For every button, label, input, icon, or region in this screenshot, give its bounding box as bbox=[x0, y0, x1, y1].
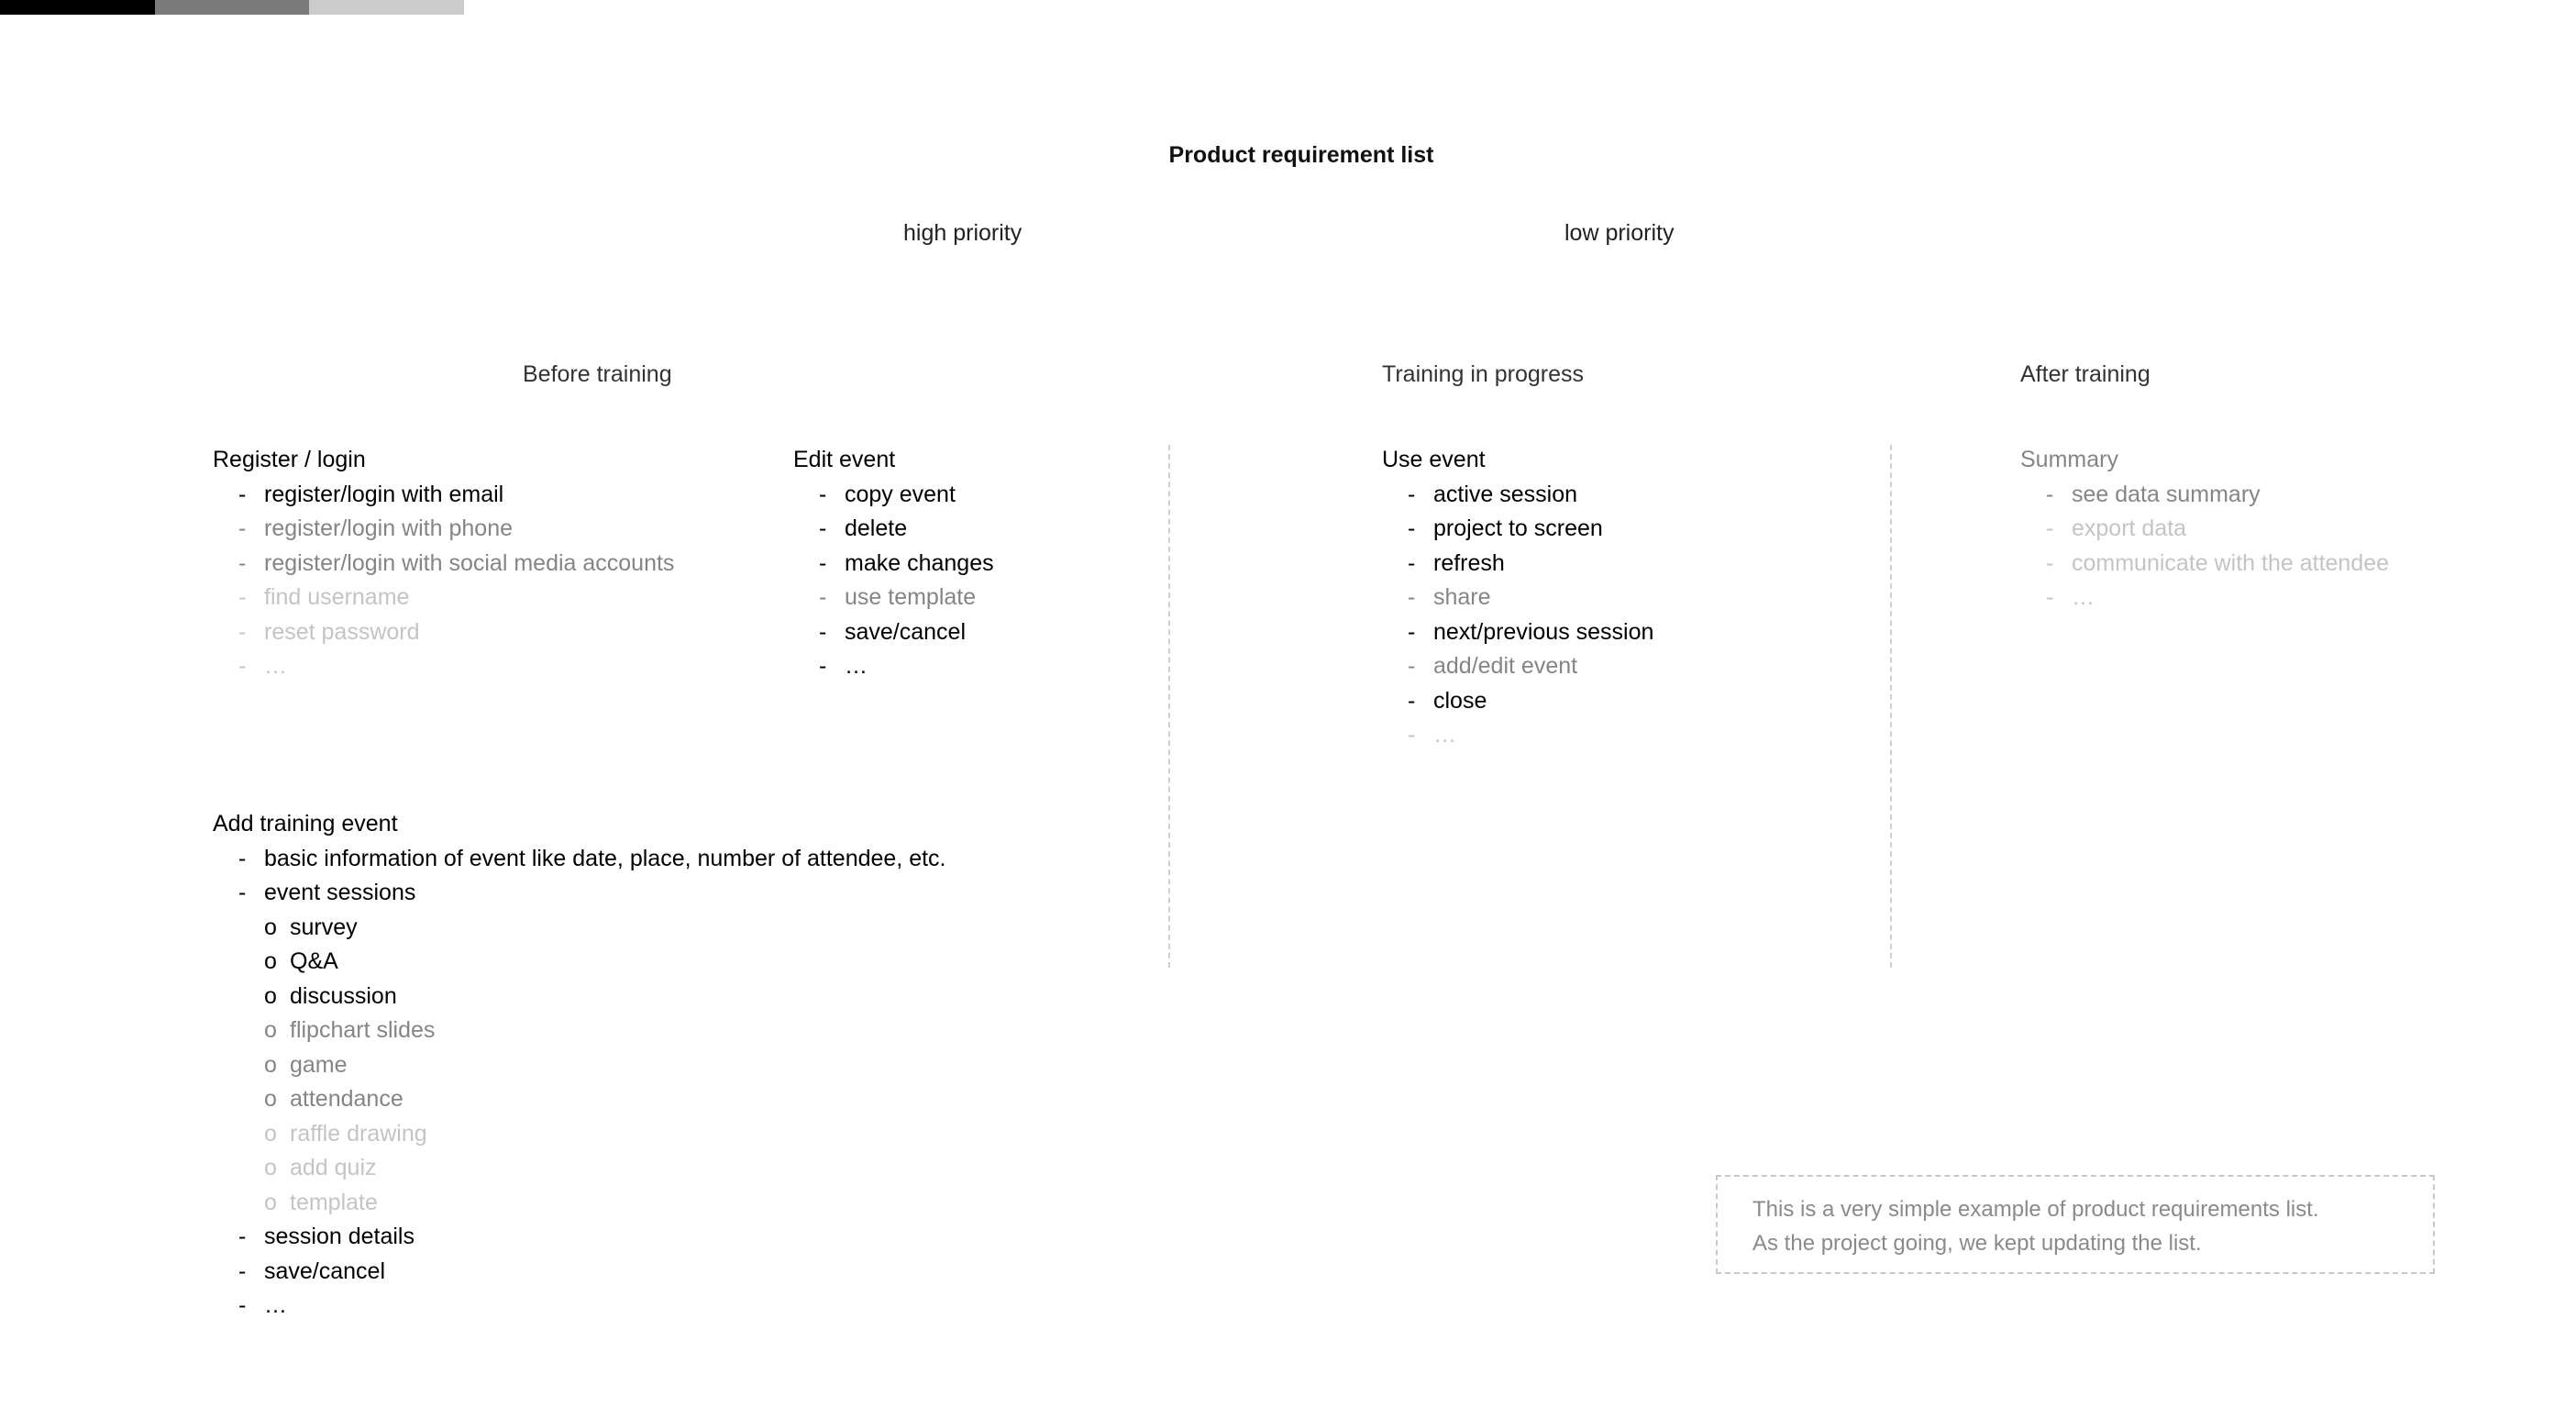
requirement-item bbox=[1382, 478, 1653, 513]
requirement-item bbox=[213, 649, 674, 684]
column-divider-1 bbox=[1168, 445, 1170, 968]
page-title: Product requirement list bbox=[1168, 142, 1434, 168]
requirement-item bbox=[2020, 581, 2389, 615]
requirement-item bbox=[213, 615, 674, 650]
group-title: Edit event bbox=[793, 447, 896, 472]
group-summary bbox=[2020, 443, 2389, 615]
requirement-text: find username bbox=[264, 584, 410, 610]
group-title: Use event bbox=[1382, 447, 1486, 472]
priority-legend-bar bbox=[0, 0, 464, 15]
dash-bullet-icon: - bbox=[238, 845, 247, 871]
dash-bullet-icon: - bbox=[238, 618, 247, 645]
column-heading-training-in-progress: Training in progress bbox=[1382, 361, 1585, 387]
requirement-item bbox=[1382, 718, 1653, 753]
circle-bullet-icon: o bbox=[264, 1155, 277, 1180]
requirement-item bbox=[213, 547, 674, 582]
circle-bullet-icon: o bbox=[264, 914, 277, 940]
sub-requirement-item bbox=[213, 1082, 946, 1117]
legend-high-swatch bbox=[0, 0, 155, 15]
requirement-item bbox=[213, 1220, 946, 1255]
requirement-item bbox=[213, 1255, 946, 1290]
sub-requirement-item bbox=[213, 911, 946, 946]
requirement-text: register/login with social media accounts bbox=[264, 549, 675, 576]
requirement-item bbox=[213, 876, 946, 911]
dash-bullet-icon: - bbox=[2046, 515, 2054, 541]
requirement-item bbox=[213, 512, 674, 547]
requirement-item bbox=[2020, 478, 2389, 513]
requirement-text: communicate with the attendee bbox=[2072, 549, 2390, 576]
requirement-text: make changes bbox=[845, 549, 994, 576]
requirement-text: refresh bbox=[1433, 549, 1505, 576]
legend-medium-swatch bbox=[155, 0, 310, 15]
requirement-text: register/login with phone bbox=[264, 515, 513, 541]
sub-requirement-text: add quiz bbox=[290, 1155, 377, 1180]
dash-bullet-icon: - bbox=[819, 481, 827, 507]
requirement-text: save/cancel bbox=[264, 1257, 386, 1284]
legend-low-label: low priority bbox=[1564, 220, 1675, 246]
circle-bullet-icon: o bbox=[264, 982, 277, 1009]
requirement-item bbox=[2020, 512, 2389, 547]
requirement-text: … bbox=[1433, 722, 1456, 748]
dash-bullet-icon: - bbox=[819, 653, 827, 679]
circle-bullet-icon: o bbox=[264, 1017, 277, 1043]
requirement-item bbox=[213, 1289, 946, 1324]
requirement-item bbox=[793, 615, 994, 650]
circle-bullet-icon: o bbox=[264, 948, 277, 974]
dash-bullet-icon: - bbox=[238, 584, 247, 610]
column-divider-2 bbox=[1890, 445, 1892, 968]
dash-bullet-icon: - bbox=[2046, 549, 2054, 576]
requirement-item bbox=[793, 512, 994, 547]
requirement-text: add/edit event bbox=[1433, 653, 1578, 679]
sub-requirement-text: discussion bbox=[290, 982, 397, 1009]
dash-bullet-icon: - bbox=[238, 1224, 247, 1249]
circle-bullet-icon: o bbox=[264, 1086, 277, 1112]
dash-bullet-icon: - bbox=[238, 1257, 247, 1284]
sub-requirement-item bbox=[213, 1117, 946, 1152]
requirement-item bbox=[1382, 547, 1653, 582]
requirement-item bbox=[1382, 615, 1653, 650]
sub-requirement-text: flipchart slides bbox=[290, 1017, 436, 1043]
dash-bullet-icon: - bbox=[1408, 618, 1416, 645]
requirement-text: basic information of event like date, place, number of attendee, etc. bbox=[264, 845, 946, 871]
dash-bullet-icon: - bbox=[2046, 481, 2054, 507]
sub-requirement-text: survey bbox=[290, 914, 358, 940]
group-title: Add training event bbox=[213, 811, 398, 836]
requirement-item bbox=[213, 581, 674, 615]
requirement-text: export data bbox=[2072, 515, 2187, 541]
note-line-2: As the project going, we kept updating the list. bbox=[1752, 1231, 2202, 1256]
sub-requirement-item bbox=[213, 945, 946, 980]
sub-requirement-item bbox=[213, 1186, 946, 1221]
requirement-text: delete bbox=[845, 515, 908, 541]
dash-bullet-icon: - bbox=[1408, 549, 1416, 576]
requirement-text: register/login with email bbox=[264, 481, 504, 507]
group-use-event bbox=[1382, 443, 1653, 753]
requirement-text: … bbox=[2072, 584, 2095, 610]
sub-requirement-text: attendance bbox=[290, 1086, 404, 1112]
dash-bullet-icon: - bbox=[819, 584, 827, 610]
requirement-item bbox=[793, 581, 994, 615]
note-box bbox=[1716, 1175, 2435, 1274]
requirement-item bbox=[1382, 684, 1653, 719]
dash-bullet-icon: - bbox=[1408, 515, 1416, 541]
note-line-1: This is a very simple example of product requirements list. bbox=[1752, 1197, 2319, 1222]
requirement-item bbox=[1382, 649, 1653, 684]
requirement-text: share bbox=[1433, 584, 1491, 610]
requirement-text: … bbox=[264, 1292, 287, 1318]
requirement-text: event sessions bbox=[264, 880, 416, 905]
group-add-training-event bbox=[213, 807, 946, 1324]
dash-bullet-icon: - bbox=[238, 1292, 247, 1318]
requirement-text: reset password bbox=[264, 618, 420, 645]
requirement-text: session details bbox=[264, 1224, 415, 1249]
group-title: Summary bbox=[2020, 447, 2118, 472]
sub-requirement-item bbox=[213, 980, 946, 1014]
column-heading-before-training: Before training bbox=[523, 361, 672, 387]
requirement-text: use template bbox=[845, 584, 977, 610]
requirement-item bbox=[793, 478, 994, 513]
dash-bullet-icon: - bbox=[1408, 722, 1416, 748]
requirement-text: close bbox=[1433, 687, 1487, 714]
dash-bullet-icon: - bbox=[1408, 653, 1416, 679]
dash-bullet-icon: - bbox=[238, 880, 247, 905]
dash-bullet-icon: - bbox=[2046, 584, 2054, 610]
group-title: Register / login bbox=[213, 447, 366, 472]
sub-requirement-item bbox=[213, 1014, 946, 1048]
requirement-item bbox=[793, 547, 994, 582]
requirement-text: save/cancel bbox=[845, 618, 967, 645]
requirement-text: … bbox=[845, 653, 868, 679]
requirement-item bbox=[213, 842, 946, 877]
dash-bullet-icon: - bbox=[238, 481, 247, 507]
requirement-item bbox=[1382, 512, 1653, 547]
sub-requirement-item bbox=[213, 1048, 946, 1083]
sub-requirement-text: template bbox=[290, 1189, 378, 1215]
dash-bullet-icon: - bbox=[238, 653, 247, 679]
requirement-item bbox=[1382, 581, 1653, 615]
dash-bullet-icon: - bbox=[819, 618, 827, 645]
dash-bullet-icon: - bbox=[819, 515, 827, 541]
legend-low-swatch bbox=[309, 0, 464, 15]
sub-requirement-text: raffle drawing bbox=[290, 1120, 427, 1147]
requirement-item bbox=[2020, 547, 2389, 582]
legend-high-label: high priority bbox=[903, 220, 1023, 246]
requirement-item bbox=[793, 649, 994, 684]
requirement-text: copy event bbox=[845, 481, 956, 507]
dash-bullet-icon: - bbox=[1408, 481, 1416, 507]
requirement-item bbox=[213, 478, 674, 513]
dash-bullet-icon: - bbox=[238, 515, 247, 541]
requirement-text: next/previous session bbox=[1433, 618, 1654, 645]
dash-bullet-icon: - bbox=[1408, 687, 1416, 714]
column-heading-after-training: After training bbox=[2020, 361, 2150, 387]
circle-bullet-icon: o bbox=[264, 1120, 277, 1147]
sub-requirement-item bbox=[213, 1151, 946, 1186]
circle-bullet-icon: o bbox=[264, 1189, 277, 1215]
requirement-text: active session bbox=[1433, 481, 1578, 507]
group-edit-event bbox=[793, 443, 994, 684]
group-register-login bbox=[213, 443, 674, 684]
sub-requirement-text: game bbox=[290, 1051, 348, 1078]
sub-requirement-text: Q&A bbox=[290, 948, 338, 974]
dash-bullet-icon: - bbox=[1408, 584, 1416, 610]
requirement-text: … bbox=[264, 653, 287, 679]
requirement-text: project to screen bbox=[1433, 515, 1603, 541]
circle-bullet-icon: o bbox=[264, 1051, 277, 1078]
requirement-text: see data summary bbox=[2072, 481, 2261, 507]
dash-bullet-icon: - bbox=[238, 549, 247, 576]
dash-bullet-icon: - bbox=[819, 549, 827, 576]
